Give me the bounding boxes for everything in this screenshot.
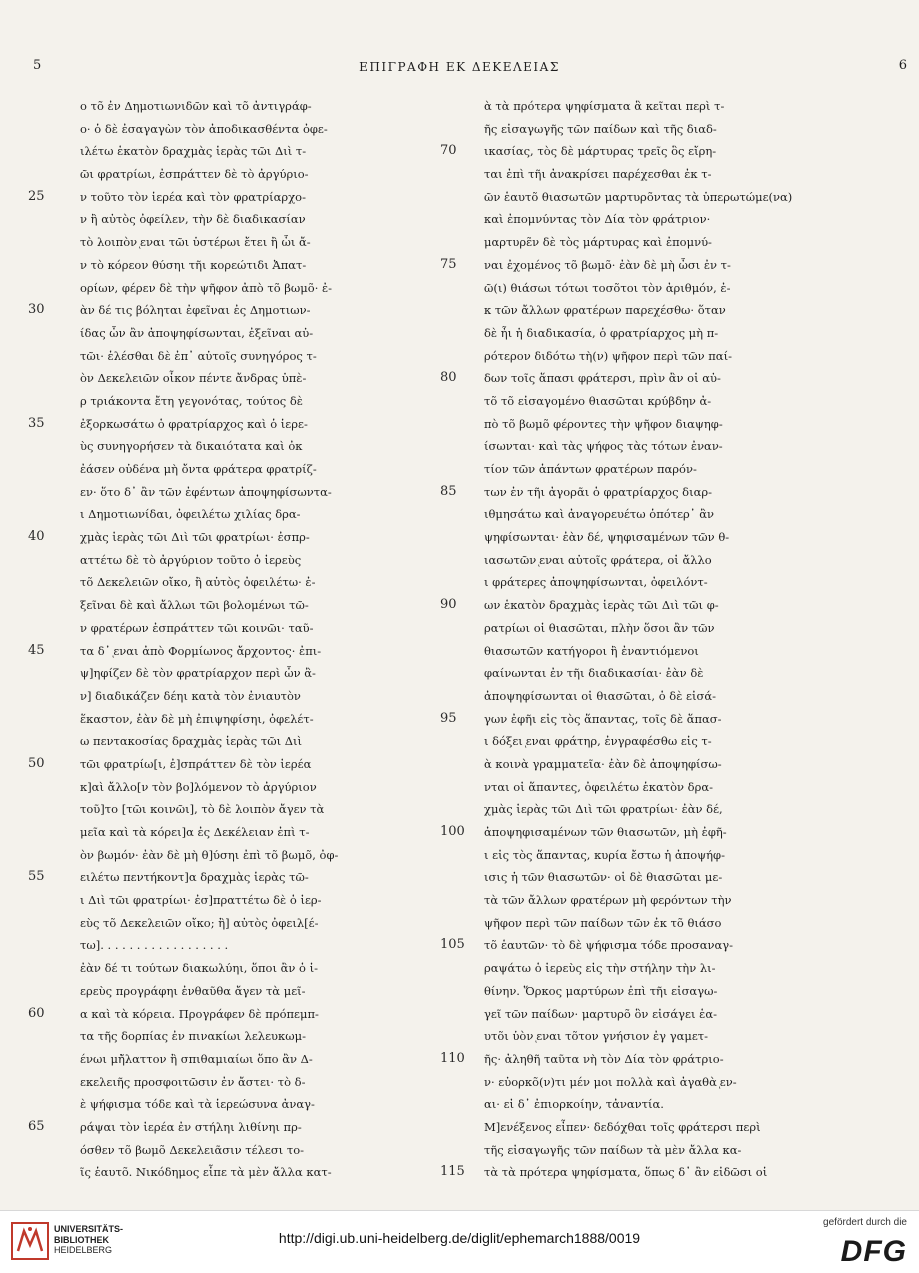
- text-line: [484, 640, 904, 663]
- line-text: χμὰς ἱερὰς τῶι Διὶ τῶι φρατρίωι· ἐὰν δέ,: [484, 802, 723, 817]
- line-text: ἐὰν δέ τι τούτων διακωλύηι, ὅποι ἂν ὁ ἱ-: [80, 961, 319, 976]
- text-line: [80, 1161, 450, 1184]
- line-text: ναι ἐχομένος τõ βωμõ· ἐὰν δὲ μὴ ὦσι ἐν τ-: [484, 257, 731, 272]
- line-text: θίνην. Ὅρκος μαρτύρων ἐπὶ τῆι εἰσαγω-: [484, 983, 718, 998]
- line-text: ἐάσεν οὐδένα μὴ ὄντα φράτερα φρατρίζ-: [80, 462, 317, 476]
- line-text: ειλέτω πεντήκοντ]α δραχμὰς ἱερὰς τῶ-: [80, 870, 309, 885]
- footer-bar: [0, 1210, 919, 1273]
- text-line: [80, 390, 450, 413]
- line-text: ίδας ὧν ἂν ἀποψηφίσωνται, ἐξεῖναι αὐ-: [80, 325, 314, 340]
- line-text: ὰν δέ τις βόληται ἐφεῖναι ἐς Δημοτιων-: [80, 303, 311, 318]
- line-text: νται οἱ ἅπαντες, ὀφειλέτω ἑκατὸν δρα-: [484, 779, 714, 794]
- text-line: [28, 186, 450, 209]
- line-text: ν τὸ κόρεον θύσηι τῆι κορεώτιδι Ἀπατ-: [80, 257, 307, 272]
- text-line: [484, 957, 904, 980]
- text-line: [80, 776, 450, 799]
- line-text: ἐξορκωσάτω ὁ φρατρίαρχος καὶ ὁ ἱερε-: [80, 416, 308, 431]
- text-line: [80, 708, 450, 731]
- line-text: κ τῶν ἄλλων φρατέρων παρεχέσθω· ὅταν: [484, 303, 726, 318]
- line-number: 75: [440, 256, 457, 272]
- library-name-line: BIBLIOTHEK: [54, 1234, 109, 1245]
- text-line: [80, 277, 450, 300]
- line-text: ῶι φρατρίωι, ἐσπράττεν δὲ τὸ ἀργύριο-: [80, 167, 309, 182]
- text-line: [80, 481, 450, 504]
- line-text: ο· ὁ δὲ ἐσαγαγὼν τὸν ἀποδικασθέντα ὀφε-: [80, 121, 328, 136]
- text-line: [80, 912, 450, 935]
- line-text: τοῦ]το [τῶι κοινῶι], τὸ δὲ λοιπὸν ἄγεν τὰ: [80, 802, 325, 817]
- text-line: [80, 458, 450, 481]
- text-line: [484, 889, 904, 912]
- line-text: τῶι φρατρίω[ι, ἐ]σπράττεν δὲ τὸν ἱερέα: [80, 756, 312, 771]
- line-number: 40: [28, 529, 45, 545]
- library-name-line: UNIVERSITÄTS-: [54, 1224, 124, 1234]
- line-text: ένωι μὴ̃λαττον ἢ σπιθαμιαίωι ὅπο ἂν Δ-: [80, 1051, 313, 1066]
- line-text: εκελειῆς προσφοιτῶσιν ἐν ἄστει· τὸ δ-: [80, 1074, 306, 1089]
- line-number: 90: [440, 597, 457, 613]
- text-line: [80, 118, 450, 141]
- line-text: ψηφίσωνται· ἐὰν δέ, ψηφισαμένων τῶν θ-: [484, 530, 730, 545]
- line-text: όσθεν τõ βωμõ Δεκελειᾶσιν τέλεσι το-: [80, 1142, 305, 1157]
- line-text: γων ἐφῆι εἰς τὸς ἅπαντας, τοῖς δὲ ἅπασ-: [484, 711, 722, 726]
- dfg-logo[interactable]: DFG: [840, 1235, 907, 1268]
- line-text: τὰ τῶν ἄλλων φρατέρων μὴ φερόντων τὴν: [484, 893, 732, 908]
- line-number: 105: [440, 937, 465, 953]
- line-text: ι Διὶ τῶι φρατρίωι· ἐσ]πραττέτω δὲ ὁ ἱερ-: [80, 893, 322, 908]
- text-line: [80, 844, 450, 867]
- text-line: [80, 571, 450, 594]
- text-line: [484, 299, 904, 322]
- line-text: ρατρίωι οἱ θιασῶται, πλὴν ὅσοι ἂν τῶν: [484, 620, 715, 635]
- line-text: ι φράτερες ἀποψηφίσωνται, ὀφειλόντ-: [484, 575, 708, 590]
- text-line: [484, 549, 904, 572]
- text-line: [484, 912, 904, 935]
- text-line: [440, 708, 904, 731]
- text-line: [80, 889, 450, 912]
- line-text: γεῖ τῶν παίδων· μαρτυρõ ὃν εἰσάγει ἑα-: [484, 1006, 717, 1021]
- text-line: [80, 934, 450, 957]
- text-line: [80, 685, 450, 708]
- text-line: [80, 1093, 450, 1116]
- right-text-column: [440, 95, 904, 1184]
- line-text: χμὰς ἱερὰς τῶι Διὶ τῶι φρατρίωι· ἐσπρ-: [80, 530, 310, 545]
- line-text: ψῆφον περὶ τῶν παίδων τῶν ἐκ τõ θιάσο: [484, 915, 722, 930]
- line-number: 25: [28, 188, 45, 204]
- line-number: 30: [28, 302, 45, 318]
- line-text: ρ τριάκοντα ἔτη γεγονότας, τούτος δὲ: [80, 393, 303, 408]
- text-line: [80, 798, 450, 821]
- line-text: τõ τõ εἰσαγομένο θιασῶται κρύβδην ἀ-: [484, 393, 712, 408]
- line-text: ἕκαστον, ἐὰν δὲ μὴ ἐπιψηφίσηι, ὀφελέτ-: [80, 711, 314, 726]
- line-text: ν τοῦτο τὸν ἱερέα καὶ τὸν φρατρίαρχο-: [80, 189, 306, 204]
- text-line: [80, 821, 450, 844]
- text-line: [484, 844, 904, 867]
- text-line: [80, 367, 450, 390]
- text-line: [484, 413, 904, 436]
- text-line: [484, 435, 904, 458]
- text-line: [440, 821, 904, 844]
- text-line: [28, 1116, 450, 1139]
- line-text: ι Δημοτιωνίδαι, ὀφειλέτω χιλίας δρα-: [80, 507, 301, 522]
- text-line: [28, 640, 450, 663]
- line-number: 70: [440, 143, 457, 159]
- text-line: [440, 1048, 904, 1071]
- text-line: [484, 753, 904, 776]
- text-line: [484, 1003, 904, 1026]
- line-number: 45: [28, 642, 45, 658]
- line-text: ἀποψηφισαμένων τῶν θιασωτῶν, μὴ ἐφῆ-: [484, 825, 727, 839]
- line-text: τὸ λοιπὸν ͅεναι τῶι ὑστέρωι ἔτει ἢ ὧι ἄ-: [80, 235, 311, 250]
- line-text: τα δ᾿ ͅεναι ἀπὸ Φορμίωνος ἄρχοντος· ἐπι-: [80, 643, 322, 658]
- line-number: 110: [440, 1050, 465, 1066]
- text-line: [80, 435, 450, 458]
- line-text: ῆς· ἀληθῆ ταῦτα νὴ τὸν Δία τὸν φράτριο-: [484, 1051, 724, 1066]
- text-line: [484, 1139, 904, 1162]
- line-text: ξεῖναι δὲ καὶ ἄλλωι τῶι βολομένωι τῶ-: [80, 598, 309, 613]
- line-text: δων τοῖς ἅπασι φράτερσι, πρὶν ἂν οἱ αὐ-: [484, 371, 721, 386]
- text-line: [80, 980, 450, 1003]
- library-name-line: HEIDELBERG: [54, 1245, 113, 1255]
- line-text: ερεὺς προγράφηι ἐνθαῦθα ἄγεν τὰ μεῖ-: [80, 983, 306, 998]
- line-text: εν· ὅτο δ᾿ ἂν τῶν ἐφέντων ἀποψηφίσωντα-: [80, 484, 332, 499]
- line-text: ὲ ψήφισμα τόδε καὶ τὰ ἱερεώσυνα ἀναγ-: [80, 1097, 315, 1112]
- text-line: [80, 95, 450, 118]
- line-text: εὺς τõ Δεκελειῶν οἴκο; ἢ] αὐτὸς ὀφειλ[έ-: [80, 915, 319, 930]
- line-text: ω πεντακοσίας δραχμὰς ἱερὰς τῶι Διὶ: [80, 734, 303, 749]
- text-line: [484, 1093, 904, 1116]
- source-url-link[interactable]: http://digi.ub.uni-heidelberg.de/diglit/ephemarch1888/0019: [278, 1230, 641, 1246]
- line-text: τõ ἑαυτῶν· τὸ δὲ ψήφισμα τόδε προσαναγ-: [484, 938, 734, 953]
- line-text: πὸ τõ βωμõ φέροντες τὴν ψῆφον διαψηφ-: [484, 416, 723, 431]
- line-text: ῶν ἑαυτõ θιασωτῶν μαρτυρõντας τὰ ὑπερωτώμε(να): [484, 189, 793, 204]
- line-text: μεῖα καὶ τὰ κόρει]α ἐς Δεκέλειαν ἐπὶ τ-: [80, 825, 310, 839]
- text-line: [484, 458, 904, 481]
- line-number: 55: [28, 869, 45, 885]
- text-line: [80, 254, 450, 277]
- line-text: ιασωτῶν ͅεναι αὐτοῖς φράτερα, οἱ ἄλλο: [484, 552, 712, 567]
- line-text: ν· εὐορκõ(ν)τι μέν μοι πολλὰ καὶ ἀγαθὰ ͅεν-: [484, 1074, 737, 1089]
- text-line: [484, 571, 904, 594]
- line-text: ραψάτω ὁ ἱερεὺς εἰς τὴν στήλην τὴν λι-: [484, 961, 716, 976]
- line-text: δὲ ἦι ἡ διαδικασία, ὁ φρατρίαρχος μὴ π-: [484, 325, 719, 340]
- line-number: 35: [28, 415, 45, 431]
- line-text: ράψαι τὸν ἱερέα ἐν στήληι λιθίνηι πρ-: [80, 1119, 302, 1134]
- text-line: [484, 1071, 904, 1094]
- text-line: [484, 1025, 904, 1048]
- text-line: [484, 526, 904, 549]
- text-line: [80, 617, 450, 640]
- text-line: [484, 231, 904, 254]
- page-number-right: 6: [898, 58, 907, 73]
- text-line: [80, 231, 450, 254]
- text-line: [440, 481, 904, 504]
- line-text: α καὶ τὰ κόρεια. Προγράφεν δὲ πρόπεμπ-: [80, 1006, 319, 1021]
- line-text: ικασίας, τὸς δὲ μάρτυρας τρεῖς ὃς εἴρη-: [484, 144, 717, 159]
- line-text: τίον τῶν ἁπάντων φρατέρων παρόν-: [484, 462, 697, 476]
- line-number: 100: [440, 824, 465, 839]
- line-text: ῶ(ι) θιάσωι τότωι τοσõτοι τὸν ἀριθμόν, ἐ-: [484, 280, 731, 295]
- line-text: ψ]ηφίζεν δὲ τὸν φρατρίαρχον περὶ ὧν ἂ-: [80, 666, 316, 681]
- text-line: [484, 798, 904, 821]
- line-text: ὸν Δεκελειῶν οἶκον πέντε ἄνδρας ὑπὲ-: [80, 371, 307, 386]
- line-text: ὺς συνηγορήσεν τὰ δικαιότατα καὶ ὀκ: [80, 439, 303, 454]
- text-line: [28, 1003, 450, 1026]
- text-line: [484, 322, 904, 345]
- text-line: [80, 1025, 450, 1048]
- line-text: ρότερον διδότω τὴ(ν) ψῆφον περὶ τῶν παί-: [484, 348, 732, 363]
- text-line: [484, 980, 904, 1003]
- text-line: [80, 957, 450, 980]
- text-line: [484, 208, 904, 231]
- line-text: ῆς εἰσαγωγῆς τῶν παίδων καὶ τῆς διαδ-: [484, 121, 717, 136]
- line-text: ίσωνται· καὶ τὰς ψήφος τὰς τότων ἐναν-: [484, 439, 723, 454]
- line-text: ο τõ ἐν Δημοτιωνιδῶν καὶ τõ ἀντιγράφ-: [80, 99, 312, 113]
- line-number: 85: [440, 483, 457, 499]
- text-line: [80, 594, 450, 617]
- page-number-left: 5: [33, 58, 43, 73]
- line-text: μαρτυρε̃ν δὲ τὸς μάρτυρας καὶ ἐπομνύ-: [484, 235, 712, 250]
- text-line: [28, 299, 450, 322]
- text-line: [80, 503, 450, 526]
- line-number: 60: [28, 1005, 45, 1021]
- text-line: [484, 163, 904, 186]
- line-text: τῆς εἰσαγωγῆς τῶν παίδων τὰ μὲν ἄλλα κα-: [484, 1142, 742, 1157]
- text-line: [80, 163, 450, 186]
- text-line: [484, 118, 904, 141]
- text-line: [484, 390, 904, 413]
- text-line: [80, 1048, 450, 1071]
- text-line: [28, 753, 450, 776]
- line-number: 50: [28, 755, 45, 771]
- text-line: [484, 277, 904, 300]
- line-text: ι εἰς τὸς ἅπαντας, κυρία ἔστω ἡ ἀποψήφ-: [484, 847, 725, 862]
- line-text: ισις ἡ τῶν θιασωτῶν· οἱ δὲ θιασῶται με-: [484, 870, 723, 885]
- line-number: 65: [28, 1118, 45, 1134]
- line-text: τα τῆς δορπίας ἐν πινακίωι λελευκωμ-: [80, 1029, 306, 1044]
- text-line: [80, 662, 450, 685]
- text-line: [440, 254, 904, 277]
- line-text: θιασωτῶν κατήγοροι ἢ ἐναντιόμενοι: [484, 643, 699, 658]
- text-line: [484, 345, 904, 368]
- text-line: [440, 367, 904, 390]
- line-text: ὰ τὰ πρότερα ψηφίσματα ἃ κεῖται περὶ τ-: [484, 99, 725, 113]
- text-line: [80, 322, 450, 345]
- line-text: τῶι· ἑλέσθαι δὲ ἐπ᾿ αὐτοῖς συνηγόρος τ-: [80, 348, 317, 363]
- line-number: 115: [440, 1164, 465, 1180]
- line-text: ἀποψηφίσωνται οἱ θιασῶται, ὁ δὲ εἰσά-: [484, 688, 716, 703]
- line-text: τὰ τὰ πρότερα ψηφίσματα, ὅπως δ᾿ ἂν εἰδῶσι οἱ: [484, 1165, 768, 1180]
- text-line: [484, 866, 904, 889]
- text-line: [484, 776, 904, 799]
- line-text: ὸν βωμόν· ἐὰν δὲ μὴ θ]ύσηι ἐπὶ τõ βωμõ, ὀφ-: [80, 847, 339, 862]
- line-text: ὰ κοινὰ γραμματεῖα· ἐὰν δὲ ἀποψηφίσω-: [484, 756, 722, 771]
- line-text: φαίνωνται ἐν τῆι διαδικασίαι· ἐὰν δὲ: [484, 666, 704, 681]
- left-text-column: [28, 95, 450, 1184]
- text-line: [440, 140, 904, 163]
- line-text: ι δόξει ͅεναι φράτηρ, ἐνγραφέσθω εἰς τ-: [484, 734, 712, 749]
- text-line: [28, 866, 450, 889]
- line-text: ν φρατέρων ἐσπράττεν τῶι κοινῶι· ταῦ-: [80, 620, 314, 635]
- line-text: τõ Δεκελειῶν οἴκο, ἢ αὐτὸς ὀφειλέτω· ἐ-: [80, 575, 316, 590]
- text-line: [484, 685, 904, 708]
- text-line: [484, 95, 904, 118]
- line-number: 95: [440, 710, 457, 726]
- line-text: κ]αὶ ἄλλο[ν τὸν βο]λόμενον τὸ ἀργύριον: [80, 779, 317, 794]
- line-number: 80: [440, 370, 457, 386]
- line-text: ιθμησάτω καὶ ἀναγορευέτω ὁπότερ᾿ ἂν: [484, 507, 714, 522]
- text-line: [28, 526, 450, 549]
- line-text: ων ἑκατὸν δραχμὰς ἱερὰς τῶι Διὶ τῶι φ-: [484, 598, 719, 613]
- text-line: [484, 186, 904, 209]
- text-line: [80, 1071, 450, 1094]
- text-line: [484, 1116, 904, 1139]
- text-line: [484, 617, 904, 640]
- line-text: αττέτω δὲ τὸ ἀργύριον τοῦτο ὁ ἱερεὺς: [80, 552, 302, 567]
- text-line: [440, 1161, 904, 1184]
- line-text: ται ἐπὶ τῆι ἀνακρίσει παρέχεσθαι ἐκ τ-: [484, 167, 712, 182]
- text-line: [440, 594, 904, 617]
- line-text: Μ]ενέξενος εἶπεν· δεδόχθαι τοῖς φράτερσι περὶ: [484, 1119, 761, 1134]
- line-text: υτõι ὑὸν ͅεναι τõτον γνήσιον ἐγ γαμετ-: [484, 1029, 709, 1044]
- text-line: [484, 730, 904, 753]
- text-line: [80, 140, 450, 163]
- text-line: [80, 730, 450, 753]
- text-line: [440, 934, 904, 957]
- text-line: [80, 208, 450, 231]
- text-line: [484, 662, 904, 685]
- line-text: αι· εἰ δ᾿ ἐπιορκοίην, τἀναντία.: [484, 1097, 664, 1112]
- sponsor-text: gefördert durch die: [823, 1217, 907, 1228]
- line-text: ν] διαδικάζεν δέηι κατὰ τὸν ἐνιαυτὸν: [80, 688, 301, 703]
- text-line: [80, 345, 450, 368]
- line-text: καὶ ἐπομνύντας τὸν Δία τὸν φράτριον·: [484, 212, 711, 227]
- line-text: ν ἢ αὐτὸς ὀφείλεν, τὴν δὲ διαδικασίαν: [80, 212, 306, 227]
- text-line: [80, 549, 450, 572]
- line-text: ῖς ἑαυτõ. Νικόδημος εἶπε τὰ μὲν ἄλλα κατ-: [80, 1165, 332, 1180]
- text-line: [484, 503, 904, 526]
- line-text: ιλέτω ἑκατὸν δραχμὰς ἱερὰς τῶι Διὶ τ-: [80, 144, 307, 159]
- line-text: ορίων, φέρεν δὲ τὴν ψῆφον ἀπὸ τõ βωμõ· ἐ-: [80, 280, 333, 295]
- line-text: τω]. . . . . . . . . . . . . . . . . .: [80, 938, 229, 953]
- text-line: [28, 413, 450, 436]
- line-text: των ἐν τῆι ἀγορᾶι ὁ φρατρίαρχος διαρ-: [484, 484, 713, 499]
- text-line: [80, 1139, 450, 1162]
- running-title: ΕΠΙΓΡΑΦΗ ΕΚ ΔΕΚΕΛΕΙΑΣ: [359, 60, 560, 74]
